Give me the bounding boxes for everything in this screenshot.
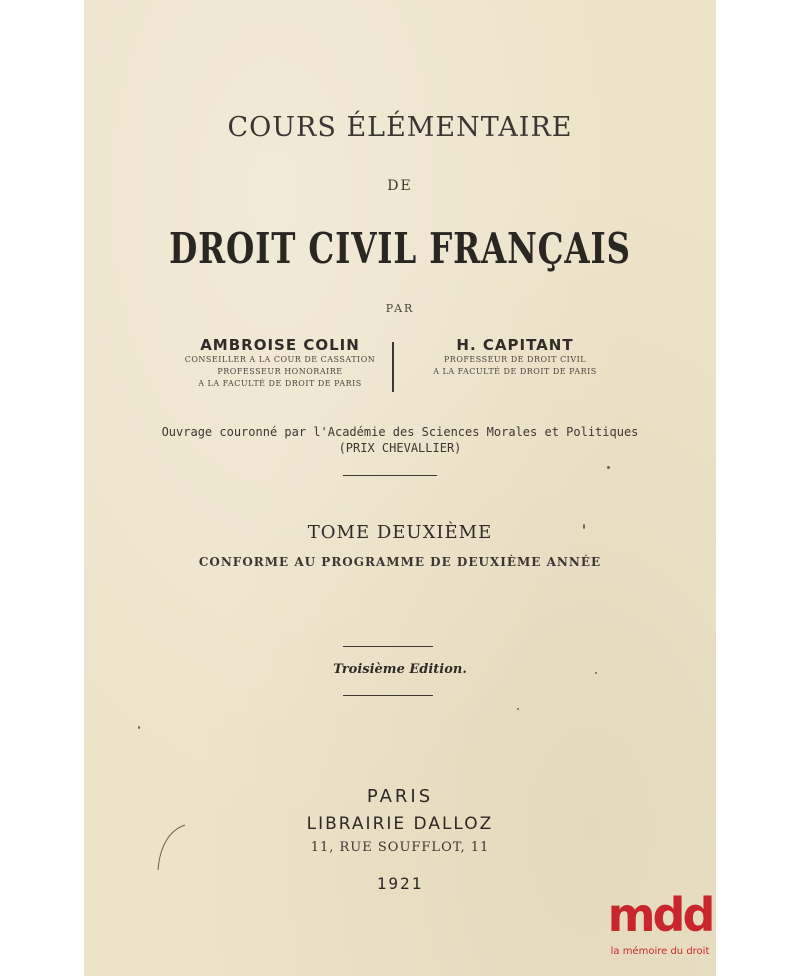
award-line-1: Ouvrage couronné par l'Académie des Sciences Morales et Politiques <box>161 425 639 439</box>
author-title-line: CONSEILLER A LA COUR DE CASSATION <box>184 355 376 364</box>
author-colin <box>160 336 400 390</box>
volume-tome: TOME DEUXIÈME <box>307 522 493 543</box>
author-title-line: A LA FACULTÉ DE DROIT DE PARIS <box>198 379 362 388</box>
author-title-line: A LA FACULTÉ DE DROIT DE PARIS <box>433 367 597 376</box>
volume-program: CONFORME AU PROGRAMME DE DEUXIÈME ANNÉE <box>198 555 602 569</box>
author-name: AMBROISE COLIN <box>200 336 360 354</box>
title-line-1: COURS ÉLÉMENTAIRE <box>227 112 573 143</box>
author-title-line: PROFESSEUR DE DROIT CIVIL <box>443 355 587 364</box>
award-line-2: (PRIX CHEVALLIER) <box>338 441 462 455</box>
watermark-mdd: mdd <box>607 888 713 942</box>
watermark-logo <box>600 890 720 970</box>
author-title-line: PROFESSEUR HONORAIRE <box>217 367 343 376</box>
main-title: DROIT CIVIL FRANÇAIS <box>169 224 631 273</box>
publisher-city: PARIS <box>366 786 434 807</box>
divider-rule <box>343 475 437 476</box>
paper-speck <box>583 524 585 529</box>
watermark-tagline: la mémoire du droit <box>610 946 710 957</box>
paper-speck <box>595 672 597 674</box>
author-capitant <box>410 336 620 378</box>
author-divider <box>392 342 394 392</box>
divider-rule <box>343 695 433 696</box>
paper-speck <box>138 726 140 729</box>
divider-rule <box>343 646 433 647</box>
paper-speck <box>607 466 610 469</box>
publisher-name: LIBRAIRIE DALLOZ <box>306 814 494 834</box>
by-label: PAR <box>385 302 415 315</box>
author-name: H. CAPITANT <box>456 336 574 354</box>
publisher-address: 11, RUE SOUFFLOT, 11 <box>310 840 490 855</box>
publication-year: 1921 <box>376 874 424 893</box>
title-line-2: DE <box>387 178 413 194</box>
paper-speck <box>517 708 519 710</box>
edition-label: Troisième Edition. <box>333 662 467 677</box>
award-text <box>0 424 800 456</box>
pencil-mark <box>150 820 190 880</box>
